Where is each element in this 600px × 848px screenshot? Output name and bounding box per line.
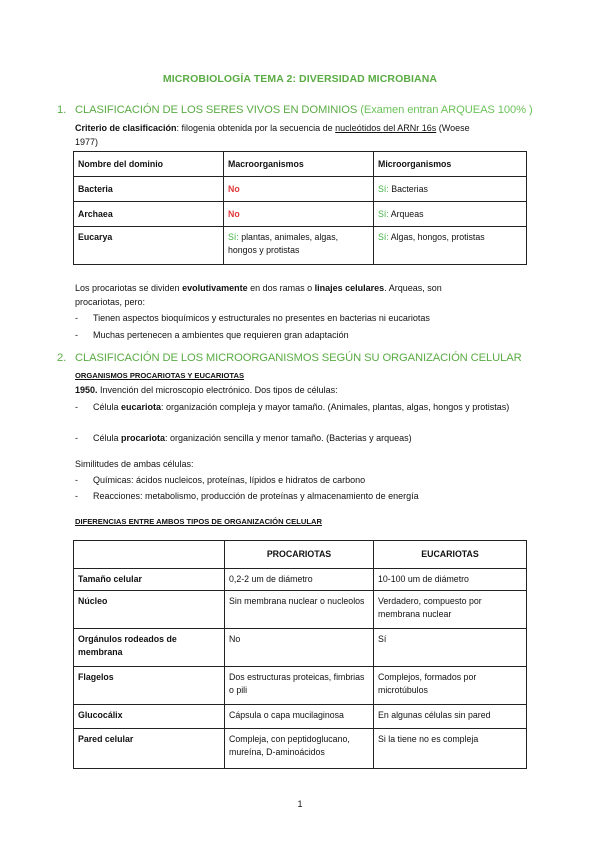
- cell-bold: procariota: [121, 433, 166, 443]
- micro-cell: [374, 202, 527, 227]
- eukaryote-cell: Sí: [374, 629, 527, 667]
- section2-heading-text: CLASIFICACIÓN DE LOS MICROORGANISMOS SEGÚN SU ORGANIZACIÓN CELULAR: [75, 352, 522, 364]
- table-row: [74, 705, 527, 729]
- header-prokaryotes: PROCARIOTAS: [225, 541, 374, 569]
- cell-bold: eucariota: [121, 402, 162, 412]
- bullet-dash: -: [75, 313, 78, 323]
- prokaryote-cell: 0,2-2 um de diámetro: [225, 569, 374, 591]
- feature-cell: Núcleo: [74, 591, 225, 629]
- cell-prefix: Célula: [93, 402, 122, 412]
- feature-cell: Pared celular: [74, 729, 225, 769]
- section2-heading: [57, 352, 522, 364]
- differences-table: [73, 540, 527, 769]
- feature-cell: Orgánulos rodeados de membrana: [74, 629, 225, 667]
- bullet-text: Muchas pertenecen a ambientes que requieren gran adaptación: [93, 330, 349, 340]
- differences-table-header: [74, 541, 527, 569]
- macro-flag: No: [228, 208, 240, 219]
- prokaryote-cell: Cápsula o capa mucilaginosa: [225, 705, 374, 729]
- bullet-text: Químicas: ácidos nucleicos, proteínas, lípidos e hidratos de carbono: [93, 475, 366, 485]
- criterion-tail: (Woese: [436, 123, 470, 133]
- differences-title: DIFERENCIAS ENTRE AMBOS TIPOS DE ORGANIZACIÓN CELULAR: [75, 517, 322, 526]
- eukaryote-cell: Complejos, formados por microtúbulos: [374, 667, 527, 705]
- prokaryote-cell: Sin membrana nuclear o nucleolos: [225, 591, 374, 629]
- micro-cell: [374, 227, 527, 265]
- section1-note: (Examen entran ARQUEAS 100% ): [360, 104, 533, 116]
- cell-text: : organización sencilla y menor tamaño. (Bacterias y arqueas): [165, 433, 412, 443]
- feature-cell: Flagelos: [74, 667, 225, 705]
- criterion-text: : filogenia obtenida por la secuencia de: [176, 123, 336, 133]
- page-number: 1: [297, 799, 303, 809]
- bullet-dash: -: [75, 330, 78, 340]
- macro-text: plantas, animales, algas, hongos y protistas: [228, 232, 339, 255]
- header-eukaryotes: EUCARIOTAS: [374, 541, 527, 569]
- criterion-year: 1977): [75, 137, 99, 147]
- bullet-text: [93, 400, 523, 414]
- domain-name: Eucarya: [74, 227, 224, 265]
- feature-cell: Tamaño celular: [74, 569, 225, 591]
- eukaryote-cell: Verdadero, compuesto por membrana nuclear: [374, 591, 527, 629]
- year-bold: 1950.: [75, 385, 98, 395]
- prokaryote-cell: Compleja, con peptidoglucano, mureína, D-aminoácidos: [225, 729, 374, 769]
- header-domain: Nombre del dominio: [74, 152, 224, 177]
- table-row: [74, 729, 527, 769]
- micro-cell: [374, 177, 527, 202]
- year-text: Invención del microscopio electrónico. Dos tipos de células:: [97, 385, 338, 395]
- para-text: . Arqueas, son: [384, 283, 442, 293]
- bullet-dash: -: [75, 491, 78, 501]
- eukaryote-cell: 10-100 um de diámetro: [374, 569, 527, 591]
- header-feature: [74, 541, 225, 569]
- para-bold: evolutivamente: [182, 283, 248, 293]
- domain-name: Archaea: [74, 202, 224, 227]
- eukaryote-cell: Si la tiene no es compleja: [374, 729, 527, 769]
- feature-cell: Glucocálix: [74, 705, 225, 729]
- macro-flag: No: [228, 183, 240, 194]
- header-macro: Macroorganismos: [224, 152, 374, 177]
- prokaryote-paragraph: [75, 281, 525, 309]
- para-bold: linajes celulares: [314, 283, 385, 293]
- macro-flag: Sí:: [228, 232, 239, 242]
- bullet-dash: -: [75, 475, 78, 485]
- table-row: [74, 569, 527, 591]
- macro-cell: [224, 177, 374, 202]
- macro-cell: [224, 227, 374, 265]
- table-row: [74, 177, 527, 202]
- micro-text: Algas, hongos, protistas: [388, 232, 485, 242]
- section1-number: 1.: [57, 104, 67, 116]
- table-row: [74, 629, 527, 667]
- bullet-text: Reacciones: metabolismo, producción de proteínas y almacenamiento de energía: [93, 491, 419, 501]
- domains-table: [73, 151, 527, 265]
- criterion-underlined: nucleótidos del ARNr 16s: [335, 123, 437, 133]
- criterion-paragraph: [75, 121, 525, 149]
- table-row: [74, 667, 527, 705]
- prokaryote-cell: No: [225, 629, 374, 667]
- section1-heading-text: CLASIFICACIÓN DE LOS SERES VIVOS EN DOMINIOS: [75, 104, 358, 116]
- micro-text: Arqueas: [388, 208, 424, 219]
- bullet-dash: -: [75, 402, 78, 412]
- cell-prefix: Célula: [93, 433, 122, 443]
- domain-name: Bacteria: [74, 177, 224, 202]
- macro-cell: [224, 202, 374, 227]
- micro-flag: Sí:: [378, 208, 389, 219]
- para-text: en dos ramas o: [247, 283, 315, 293]
- bullet-text: Tienen aspectos bioquímicos y estructurales no presentes en bacterias ni eucariotas: [93, 313, 430, 323]
- section2-number: 2.: [57, 352, 67, 364]
- micro-flag: Sí:: [378, 232, 389, 242]
- bullet-text: [93, 431, 523, 445]
- para-text: Los procariotas se dividen: [75, 283, 183, 293]
- table-row: [74, 591, 527, 629]
- section2-subheading: ORGANISMOS PROCARIOTAS Y EUCARIOTAS: [75, 371, 245, 380]
- section1-heading: [57, 104, 533, 116]
- micro-flag: Sí:: [378, 183, 389, 194]
- header-micro: Microorganismos: [374, 152, 527, 177]
- domains-table-header: [74, 152, 527, 177]
- bullet-dash: -: [75, 433, 78, 443]
- criterion-label: Criterio de clasificación: [75, 123, 177, 133]
- prokaryote-cell: Dos estructuras proteicas, fimbrias o pili: [225, 667, 374, 705]
- table-row: [74, 227, 527, 265]
- similarities-title: Similitudes de ambas células:: [75, 459, 194, 469]
- table-row: [74, 202, 527, 227]
- cell-text: : organización compleja y mayor tamaño. (Animales, plantas, algas, hongos y protistas): [161, 402, 510, 412]
- eukaryote-cell: En algunas células sin pared: [374, 705, 527, 729]
- para-line2: procariotas, pero:: [75, 297, 146, 307]
- micro-text: Bacterias: [388, 183, 428, 194]
- document-title: MICROBIOLOGÍA TEMA 2: DIVERSIDAD MICROBIANA: [162, 73, 438, 85]
- year-paragraph: [75, 383, 525, 397]
